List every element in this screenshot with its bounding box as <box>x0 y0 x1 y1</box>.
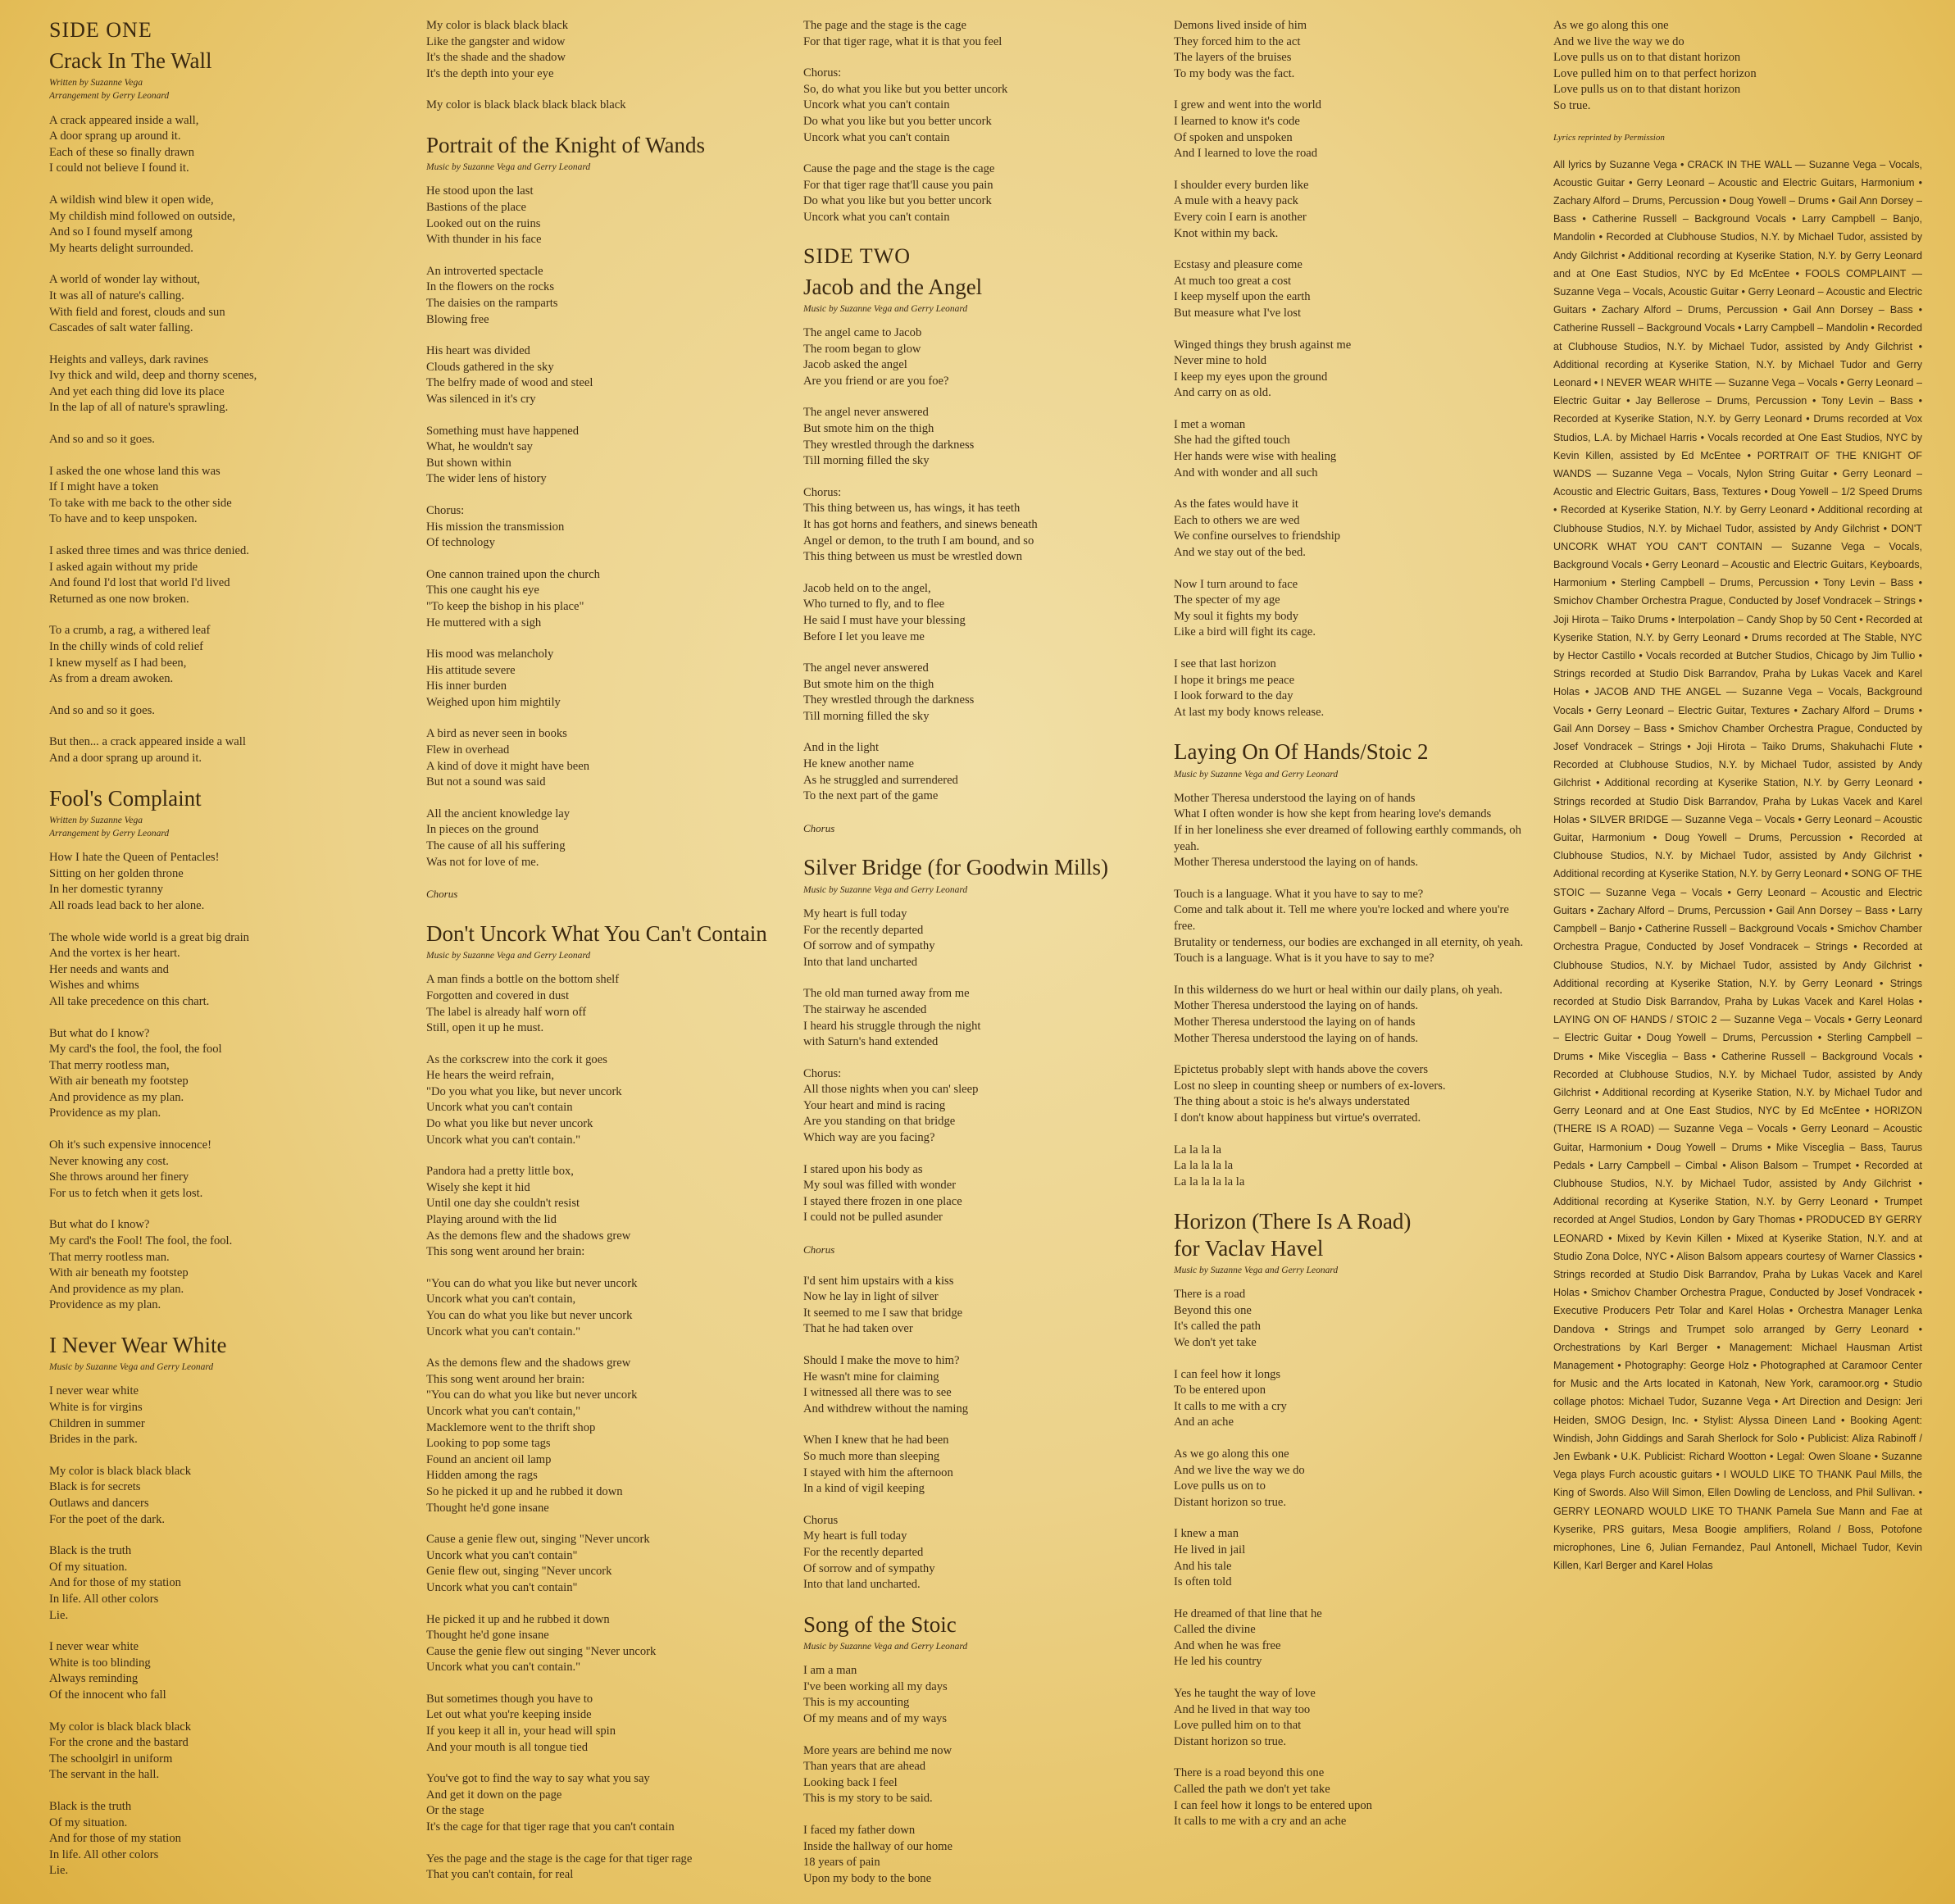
stanza: Mother Theresa understood the laying on of hands What I often wonder is how she kept from hearing love's demands If in her loneliness she ever dreamed of following earthly commands, oh yeah. Mother Theresa understood the laying on of hands. <box>1174 791 1521 870</box>
stanza: "You can do what you like but never uncork Uncork what you can't contain, You can do what you like but never uncork Uncork what you can't contain." <box>426 1276 638 1338</box>
stanza: Cause the page and the stage is the cage For that tiger rage that'll cause you pain Do what you like but you better uncork Uncork what you can't contain <box>803 162 995 224</box>
stanza: The angel never answered But smote him on the thigh They wrestled through the darkness Till morning filled the sky <box>803 406 975 468</box>
song-title: Laying On Of Hands/Stoic 2 <box>1174 739 1429 765</box>
lyrics-reprinted-note: Lyrics reprinted by Permission <box>1553 132 1665 143</box>
stanza: Yes the page and the stage is the cage for that tiger rage That you can't contain, for real <box>426 1852 693 1882</box>
song-credit: Music by Suzanne Vega and Gerry Leonard <box>426 162 591 173</box>
stanza: But sometimes though you have to Let out what you're keeping inside If you keep it all in, your head will spin And your mouth is all tongue tied <box>426 1692 616 1754</box>
stanza: He dreamed of that line that he Called the divine And when he was free He led his country <box>1174 1606 1322 1669</box>
stanza: Now I turn around to face The specter of my age My soul it fights my body Like a bird will fight its cage. <box>1174 577 1316 639</box>
stanza: I never wear white White is for virgins Children in summer Brides in the park. <box>49 1384 145 1447</box>
stanza: A man finds a bottle on the bottom shelf Forgotten and covered in dust The label is already half worn off Still, open it up he must. <box>426 973 620 1035</box>
stanza: The page and the stage is the cage For that tiger rage, what it is that you feel <box>803 19 1003 48</box>
column-1 <box>49 18 377 1895</box>
stanza: He picked it up and he rubbed it down Thought he'd gone insane Cause the genie flew out singing "Never uncork Uncork what you can't contain." <box>426 1612 657 1675</box>
song <box>1174 18 1526 720</box>
stanza: Something must have happened What, he wouldn't say But shown within The wider lens of history <box>426 424 580 486</box>
song <box>803 854 1156 1593</box>
song-title: Don't Uncork What You Can't Contain <box>426 920 767 946</box>
stanza: I asked the one whose land this was If I might have a token To take with me back to the other side To have and to keep unspoken. <box>49 464 232 526</box>
song-title: Jacob and the Angel <box>803 274 983 299</box>
stanza: Chorus <box>426 888 458 901</box>
stanza: I'd sent him upstairs with a kiss Now he lay in light of silver It seemed to me I saw that bridge That he had taken over <box>803 1274 963 1336</box>
stanza: I am a man I've been working all my days This is my accounting Of my means and of my ways <box>803 1664 948 1725</box>
stanza: Touch is a language. What it you have to say to me? Come and talk about it. Tell me where you're locked and where you're free. Brutality or tenderness, our bodies are exchanged in all eternity, oh yeah. Touch is a language. What is it you have to say to me? <box>1174 887 1524 966</box>
stanza: My heart is full today For the recently departed Of sorrow and of sympathy Into that land uncharted <box>803 907 935 969</box>
stanza: More years are behind me now Than years that are ahead Looking back I feel This is my story to be said. <box>803 1743 952 1806</box>
column-4 <box>1174 18 1526 1895</box>
stanza: His mood was melancholy His attitude severe His inner burden Weighed upon him mightily <box>426 648 561 709</box>
stanza: And in the light He knew another name As he struggled and surrendered To the next part of the game <box>803 741 958 803</box>
stanza: And so and so it goes. <box>49 433 155 447</box>
stanza: Chorus <box>803 1243 835 1256</box>
stanza: To a crumb, a rag, a withered leaf In the chilly winds of cold relief I knew myself as I had been, As from a dream awoken. <box>49 624 211 686</box>
stanza: As the fates would have it Each to others we are wed We confine ourselves to friendship And we stay out of the bed. <box>1174 498 1341 560</box>
stanza: Chorus <box>803 821 835 834</box>
stanza: My color is black black black For the crone and the bastard The schoolgirl in uniform The servant in the hall. <box>49 1720 192 1782</box>
stanza: As we go along this one And we live the way we do Love pulls us on to that distant horizon Love pulled him on to that perfect horizon Love pulls us on to that distant horizon So true. <box>1553 19 1757 112</box>
song-title: Crack In The Wall <box>49 48 212 73</box>
stanza: I asked three times and was thrice denied. I asked again without my pride And found I'd lost that world I'd lived Returned as one now broken. <box>49 544 249 606</box>
stanza: As the corkscrew into the cork it goes He hears the weird refrain, "Do you what you like, but never uncork Uncork what you can't contain Do what you like but never uncork Uncork what you can't contain." <box>426 1052 622 1147</box>
stanza: How I hate the Queen of Pentacles! Sitting on her golden throne In her domestic tyranny All roads lead back to her alone. <box>49 851 220 912</box>
side-heading: SIDE TWO <box>803 243 912 268</box>
stanza: When I knew that he had been So much more than sleeping I stayed with him the afternoon In a kind of vigil keeping <box>803 1434 953 1496</box>
song <box>1174 738 1526 1190</box>
side-heading: SIDE ONE <box>49 18 152 42</box>
stanza: Jacob held on to the angel, Who turned to fly, and to flee He said I must have your blessing Before I let you leave me <box>803 581 966 643</box>
stanza: His heart was divided Clouds gathered in the sky The belfry made of wood and steel Was silenced in it's cry <box>426 344 593 406</box>
album-credits: All lyrics by Suzanne Vega • CRACK IN THE WALL — Suzanne Vega – Vocals, Acoustic Guitar • Gerry Leonard – Acoustic and Electric Guitars, Harmonium • Zachary Alford – Drums, Percussion • Doug Yowell – Drums • Gail Ann Dorsey – Bass • Catherine Russell – Background Vocals • Larry Campbell – Banjo, Mandolin • Recorded at Clubhouse Studios, N.Y. by Michael Tudor, assisted by Andy Gilchrist • Additional recording at Kyserike Station, N.Y. by Gerry Leonard and at One East Studios, NYC by Ed McEntee • FOOLS COMPLAINT — Suzanne Vega – Vocals, Acoustic Guitar • Gerry Leonard – Acoustic and Electric Guitars • Zachary Alford – Drums, Percussion • Gail Ann Dorsey – Bass • Catherine Russell – Background Vocals • Larry Campbell – Mandolin • Recorded at Clubhouse Studios, N.Y. by Michael Tudor, assisted by Andy Gilchrist • Additional recording at Kyserike Station, N.Y. by Michael Tudor and Gerry Leonard • I NEVER WEAR WHITE — Suzanne Vega – Vocals • Gerry Leonard – Electric Guitar • Jay Bellerose – Drums, Percussion • Tony Levin – Bass • Recorded at Kyserike Station, N.Y. by Gerry Leonard • Drums recorded at Vox Studios, L.A. by Michael Harris • Vocals recorded at One East Studios, NYC by Kevin Killen, assisted by Ed McEntee • PORTRAIT OF THE KNIGHT OF WANDS — Suzanne Vega – Vocals, Nylon String Guitar • Gerry Leonard – Acoustic and Electric Guitars, Bass, Textures • Doug Yowell – 1/2 Speed Drums • Recorded at Kyserike Station, N.Y. by Gerry Leonard • Additional recording at Clubhouse Studios, N.Y. by Michael Tudor, assisted by Andy Gilchrist • DON'T UNCORK WHAT YOU CAN'T CONTAIN — Suzanne Vega – Vocals, Background Vocals • Gerry Leonard – Acoustic and Electric Guitars, Keyboards, Harmonium • Sterling Campbell – Drums, Percussion • Tony Levin – Bass • Smichov Chamber Orchestra Prague, Conducted by Josef Vondracek – Strings • Joji Hirota – Taiko Drums • Interpolation – Candy Shop by 50 Cent • Recorded at Kyserike Station, N.Y. by Gerry Leonard • Drums recorded at The Stable, NYC by Hector Castillo • Vocals recorded at Butcher Studios, Chicago by Jim Tullio • Strings recorded at Studio Disk Barrandov, Praha by Lukas Vacek and Karel Holas • JACOB AND THE ANGEL — Suzanne Vega – Vocals, Background Vocals • Gerry Leonard – Electric Guitar, Textures • Zachary Alford – Drums • Gail Ann Dorsey – Bass • Smichov Chamber Orchestra Prague, Conducted by Josef Vondracek – Strings • Joji Hirota – Taiko Drums, Shakuhachi Flute • Recorded at Clubhouse Studios, N.Y. by Michael Tudor, assisted by Andy Gilchrist • Additional recording at Kyserike Station, N.Y. by Gerry Leonard • Strings recorded at Studio Disk Barrandov, Praha by Lukas Vacek and Karel Holas • SILVER BRIDGE — Suzanne Vega – Vocals • Gerry Leonard – Acoustic Guitar, Harmonium • Doug Yowell – Drums, Percussion • Recorded at Clubhouse Studios, N.Y. by Michael Tudor, assisted by Andy Gilchrist • Additional recording at Kyserike Station, N.Y. by Gerry Leonard • SONG OF THE STOIC — Suzanne Vega – Vocals • Gerry Leonard – Acoustic and Electric Guitars • Zachary Alford – Drums, Percussion • Gail Ann Dorsey – Bass • Larry Campbell – Banjo • Catherine Russell – Background Vocals • Smichov Chamber Orchestra Prague, Conducted by Josef Vondracek – Strings • Recorded at Clubhouse Studios, N.Y. by Michael Tudor, assisted by Andy Gilchrist • Additional recording at Kyserike Station, N.Y. by Gerry Leonard • Strings recorded at Studio Disk Barrandov, Praha by Lukas Vacek and Karel Holas • LAYING ON OF HANDS / STOIC 2 — Suzanne Vega – Vocals • Gerry Leonard – Electric Guitar • Doug Yowell – Drums, Percussion • Sterling Campbell – Drums • Mike Visceglia – Bass • Catherine Russell – Background Vocals • Recorded at Clubhouse Studios, N.Y. by Michael Tudor, assisted by Andy Gilchrist • Additional recording at Kyserike Station, N.Y. by Michael Tudor and Gerry Leonard and at One East Studios, NYC by Ed McEntee • HORIZON (THERE IS A ROAD) — Suzanne Vega – Vocals • Gerry Leonard – Acoustic Guitar, Harmonium • Doug Yowell – Drums • Mike Visceglia – Bass, Taurus Pedals • Larry Campbell – Cimbal • Alison Balsom – Trumpet • Recorded at Clubhouse Studios, N.Y. by Michael Tudor, assisted by Andy Gilchrist • Additional recording at Kyserike Station, N.Y. by Gerry Leonard • Trumpet recorded at Angel Studios, London by Gary Thomas • PRODUCED BY GERRY LEONARD • Mixed by Kevin Killen • Mixed at Kyserike Station, N.Y. and at Studio Zona Dolce, NYC • Alison Balsom appears courtesy of Warner Classics • Strings recorded at Studio Disk Barrandov, Praha by Lukas Vacek and Karel Holas • Smichov Chamber Orchestra Prague, Conducted by Josef Vondracek • Executive Producers Petr Tolar and Karel Holas • Orchestra Manager Lenka Dandova • Strings and Trumpet solo arranged by Gerry Leonard • Orchestrations by Karl Berger • Management: Michael Hausman Artist Management • Photography: George Holz • Photographed at Caramoor Center for Music and the Arts located in Katonah, New York, caramoor.org • Studio collage photos: Michael Tudor, Suzanne Vega • Art Direction and Design: Jeri Heiden, SMOG Design, Inc. • Stylist: Alyssa Dineen Land • Booking Agent: Windish, John Giddings and Sarah Sherlock for Solo • Publicist: Aliza Rabinoff / Jen Ewbank • U.K. Publicist: Richard Wootton • Legal: Owen Sloane • Suzanne Vega plays Furch acoustic guitars • I WOULD LIKE TO THANK Paul Mills, the King of Swords. Also Will Simon, Ellen Dowling de Lencloss, and Phil Sullivan. • GERRY LEONARD WOULD LIKE TO THANK Pamela Sue Mann and Fae at Kyserike, PRS guitars, Mesa Boogie amplifiers, Roland / Boss, Potofone microphones, Line 6, Julian Fernandez, Paul Antonell, Michael Tudor, Kevin Killen, Karl Berger and Karel Holas <box>1553 158 1922 1572</box>
song-title: Portrait of the Knight of Wands <box>426 132 706 157</box>
stanza: Chorus: This thing between us, has wings, it has teeth It has got horns and feathers, and sinews beneath Angel or demon, to the truth I am bound, and so This thing between us must be wrestled down <box>803 485 1038 564</box>
song-title: Horizon (There Is A Road) for Vaclav Havel <box>1174 1209 1412 1261</box>
stanza: My color is black black black Like the gangster and widow It's the shade and the shadow It's the depth into your eye <box>426 19 569 80</box>
song <box>1553 18 1922 115</box>
song-credit: Music by Suzanne Vega and Gerry Leonard <box>1174 769 1339 779</box>
stanza: There is a road beyond this one Called the path we don't yet take I can feel how it longs to be entered upon It calls to me with a cry and an ache <box>1174 1766 1372 1829</box>
song <box>803 1611 1156 1888</box>
song <box>803 274 1156 837</box>
stanza: Epictetus probably slept with hands above the covers Lost no sleep in counting sheep or numbers of ex-lovers. The thing about a stoic is he's always understated I don't know about happiness but virtue's overrated. <box>1174 1063 1446 1125</box>
stanza: A crack appeared inside a wall, A door sprang up around it. Each of these so finally drawn I could not believe I found it. <box>49 113 199 175</box>
stanza: Chorus: His mission the transmission Of technology <box>426 503 565 550</box>
song <box>426 920 771 1884</box>
song-title: Song of the Stoic <box>803 1611 957 1637</box>
stanza: My color is black black black Black is for secrets Outlaws and dancers For the poet of the dark. <box>49 1464 192 1526</box>
song-title: Fool's Complaint <box>49 785 202 811</box>
stanza: A wildish wind blew it open wide, My childish mind followed on outside, And so I found myself among My hearts delight surrounded. <box>49 193 236 255</box>
song-title: I Never Wear White <box>49 1333 227 1357</box>
song-credit: Written by Suzanne Vega Arrangement by Gerry Leonard <box>49 78 170 102</box>
stanza: I shoulder every burden like A mule with a heavy pack Every coin I earn is another Knot within my back. <box>1174 178 1309 240</box>
stanza: Oh it's such expensive innocence! Never knowing any cost. She throws around her finery For us to fetch when it gets lost. <box>49 1138 211 1200</box>
song <box>49 785 377 1314</box>
stanza: Black is the truth Of my situation. And for those of my station In life. All other colors Lie. <box>49 1544 181 1622</box>
stanza: Chorus My heart is full today For the recently departed Of sorrow and of sympathy Into that land uncharted. <box>803 1513 935 1592</box>
stanza: I never wear white White is too blinding Always reminding Of the innocent who fall <box>49 1640 166 1702</box>
stanza: Winged things they brush against me Never mine to hold I keep my eyes upon the ground And carry on as old. <box>1174 338 1352 400</box>
stanza: He stood upon the last Bastions of the place Looked out on the ruins With thunder in his face <box>426 184 542 247</box>
stanza: As we go along this one And we live the way we do Love pulls us on to Distant horizon so true. <box>1174 1447 1305 1509</box>
stanza: But what do I know? My card's the Fool! The fool, the fool. That merry rootless man. With air beneath my footstep And providence as my plan. Providence as my plan. <box>49 1218 233 1312</box>
stanza: A world of wonder lay without, It was all of nature's calling. With field and forest, clouds and sun Cascades of salt water falling. <box>49 273 225 335</box>
stanza: Yes he taught the way of love And he lived in that way too Love pulled him on to that Distant horizon so true. <box>1174 1687 1316 1748</box>
song-credit: Music by Suzanne Vega and Gerry Leonard <box>49 1362 214 1373</box>
song-credit: Written by Suzanne Vega Arrangement by Gerry Leonard <box>49 815 170 839</box>
stanza: The whole wide world is a great big drain And the vortex is her heart. Her needs and wants and Wishes and whims All take precedence on this chart. <box>49 930 249 1008</box>
stanza: You've got to find the way to say what you say And get it down on the page Or the stage It's the cage for that tiger rage that you can't contain <box>426 1772 675 1834</box>
song-credit: Music by Suzanne Vega and Gerry Leonard <box>426 951 591 961</box>
stanza: Black is the truth Of my situation. And for those of my station In life. All other colors Lie. <box>49 1799 181 1878</box>
stanza: La la la la La la la la la La la la la la la <box>1174 1143 1245 1188</box>
stanza: Chorus: So, do what you like but you better uncork Uncork what you can't contain Do what you like but you better uncork Uncork what you can't contain <box>803 66 1008 144</box>
stanza: An introverted spectacle In the flowers on the rocks The daisies on the ramparts Blowing free <box>426 264 558 326</box>
stanza: But what do I know? My card's the fool, the fool, the fool That merry rootless man, With air beneath my footstep And providence as my plan. Providence as my plan. <box>49 1026 222 1120</box>
song-credit: Music by Suzanne Vega and Gerry Leonard <box>803 884 968 895</box>
stanza: As the demons flew and the shadows grew This song went around her brain: "You can do what you like but never uncork Uncork what you can't contain," Macklemore went to the thrift shop Looking to pop some tags Found an ancient oil lamp Hidden among the rags So he picked it up and he rubbed it down Thought he'd gone insane <box>426 1356 638 1515</box>
song <box>49 48 377 767</box>
stanza: Should I make the move to him? He wasn't mine for claiming I witnessed all there was to see And withdrew without the naming <box>803 1354 969 1416</box>
column-5 <box>1553 18 1922 1895</box>
stanza: The angel came to Jacob The room began to glow Jacob asked the angel Are you friend or are you foe? <box>803 326 949 388</box>
stanza: I stared upon his body as My soul was filled with wonder I stayed there frozen in one place I could not be pulled asunder <box>803 1162 962 1225</box>
stanza: I met a woman She had the gifted touch Her hands were wise with healing And with wonder and all such <box>1174 417 1337 479</box>
song-credit: Music by Suzanne Vega and Gerry Leonard <box>803 303 968 314</box>
song <box>803 18 1156 226</box>
stanza: Demons lived inside of him They forced him to the act The layers of the bruises To my body was the fact. <box>1174 19 1307 80</box>
stanza: In this wilderness do we hurt or heal within our daily plans, oh yeah. Mother Theresa understood the laying on of hands. Mother Theresa understood the laying on of hands Mother Theresa understood the laying on of hands. <box>1174 983 1503 1045</box>
stanza: I can feel how it longs To be entered upon It calls to me with a cry And an ache <box>1174 1367 1287 1429</box>
stanza: One cannon trained upon the church This one caught his eye "To keep the bishop in his place" He muttered with a sigh <box>426 567 600 629</box>
song-credit: Music by Suzanne Vega and Gerry Leonard <box>1174 1266 1339 1276</box>
stanza: Chorus: All those nights when you can' sleep Your heart and mind is racing Are you standing on that bridge Which way are you facing? <box>803 1066 979 1145</box>
stanza: There is a road Beyond this one It's called the path We don't yet take <box>1174 1288 1261 1349</box>
stanza: But then... a crack appeared inside a wall And a door sprang up around it. <box>49 735 246 765</box>
song <box>426 132 771 902</box>
stanza: Cause a genie flew out, singing "Never uncork Uncork what you can't contain" Genie flew out, singing "Never uncork Uncork what you can't contain" <box>426 1533 650 1594</box>
song <box>49 1332 377 1879</box>
stanza: I knew a man He lived in jail And his tale Is often told <box>1174 1527 1246 1589</box>
song <box>1174 1208 1526 1830</box>
column-3 <box>803 18 1156 1895</box>
stanza: Ecstasy and pleasure come At much too great a cost I keep myself upon the earth But measure what I've lost <box>1174 258 1311 320</box>
stanza: Heights and valleys, dark ravines Ivy thick and wild, deep and thorny scenes, And yet each thing did love its place In the lap of all of nature's sprawling. <box>49 352 257 415</box>
column-2 <box>426 18 771 1895</box>
song-title: Silver Bridge (for Goodwin Mills) <box>803 855 1108 880</box>
stanza: Pandora had a pretty little box, Wisely she kept it hid Until one day she couldn't resist Playing around with the lid As the demons flew and the shadows grew This song went around her brain: <box>426 1165 631 1259</box>
stanza: I grew and went into the world I learned to know it's code Of spoken and unspoken And I learned to love the road <box>1174 98 1321 161</box>
stanza: A bird as never seen in books Flew in overhead A kind of dove it might have been But not a sound was said <box>426 727 590 789</box>
song <box>426 18 771 114</box>
stanza: The angel never answered But smote him on the thigh They wrestled through the darkness Till morning filled the sky <box>803 661 975 723</box>
stanza: The old man turned away from me The stairway he ascended I heard his struggle through the night with Saturn's hand extended <box>803 987 981 1049</box>
stanza: I faced my father down Inside the hallway of our home 18 years of pain Upon my body to the bone <box>803 1823 952 1885</box>
stanza: My color is black black black black black <box>426 98 626 112</box>
stanza: And so and so it goes. <box>49 703 155 717</box>
stanza: I see that last horizon I hope it brings me peace I look forward to the day At last my body knows release. <box>1174 657 1325 719</box>
stanza: All the ancient knowledge lay In pieces on the ground The cause of all his suffering Was not for love of me. <box>426 807 571 869</box>
song-credit: Music by Suzanne Vega and Gerry Leonard <box>803 1642 968 1652</box>
